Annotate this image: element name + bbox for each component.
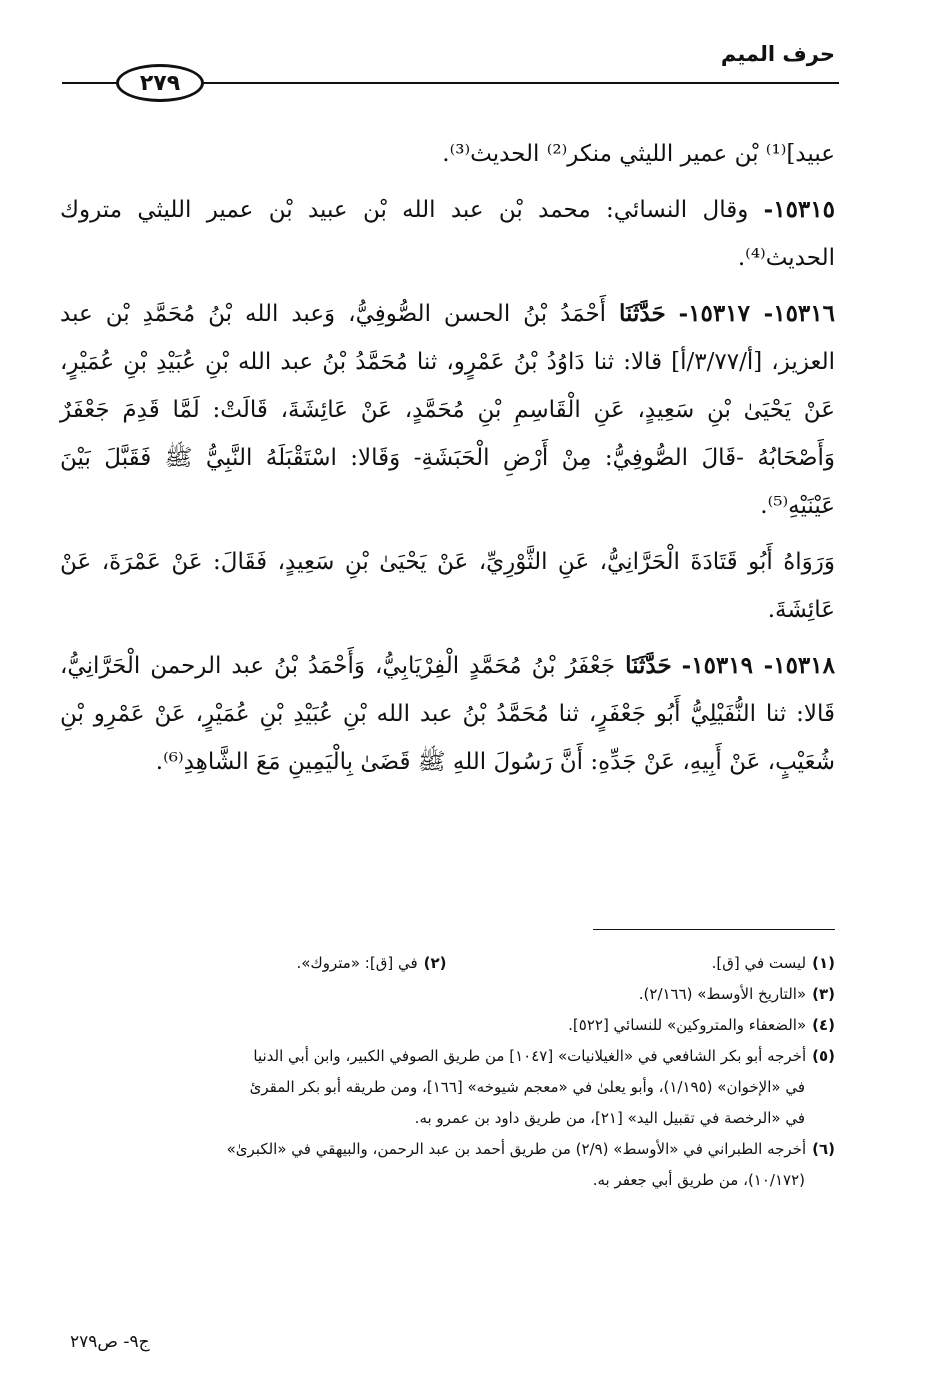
footnote-text: أخرجه أبو بكر الشافعي في «الغيلانيات» [١٠٤٧] من طريق الصوفي الكبير، وابن أبي الدنيا <box>253 1047 807 1065</box>
footnote-text: في [ق]: «متروك». <box>296 954 418 972</box>
paragraph-text: أَحْمَدُ بْنُ الحسن الصُّوفِيُّ، وَعبد الله بْنُ مُحَمَّدِ بْن عبد العزيز، [أ/٣/٧٧/أ] قالا: ثنا دَاوُدُ بْنُ عَمْرٍو، ثنا مُحَمَّدُ بْنُ عبد الله بْنِ عُبَيْدِ بْنِ عُمَيْرٍ، عَنْ يَحْيَىٰ بْنِ سَعِيدٍ، عَنِ الْقَاسِمِ بْنِ مُحَمَّدٍ، عَنْ عَائِشَةَ، قَالَتْ: لَمَّا قَدِمَ جَعْفَرٌ وَأَصْحَابُهُ -قَالَ الصُّوفِيُّ: مِنْ أَرْضِ الْحَبَشَةِ- وَقَالا: اسْتَقْبَلَهُ النَّبِيُّ ﷺ فَقَبَّلَ بَيْنَ عَيْنَيْهِ⁽⁵⁾. <box>60 301 836 519</box>
footnote-number: (٦) <box>812 1140 835 1158</box>
narration-keyword: حَدَّثَنَا <box>625 652 672 679</box>
paragraph-1 <box>60 130 835 178</box>
footnote-number: (١) <box>812 954 835 972</box>
footnote-number: (٥) <box>812 1047 835 1065</box>
paragraph-text: وَرَوَاهُ أَبُو قَتَادَةَ الْحَرَّانِيُّ، عَنِ الثَّوْرِيِّ، عَنْ يَحْيَىٰ بْنِ سَعِيدٍ، فَقَالَ: عَنْ عَمْرَةَ، عَنْ عَائِشَةَ. <box>60 549 835 623</box>
footnote-5-cont-1: في «الإخوان» (١/١٩٥)، وأبو يعلىٰ في «معجم شيوخه» [١٦٦]، ومن طريقه أبو بكر المقرئ <box>249 1078 805 1096</box>
footnote-5 <box>58 1041 835 1072</box>
footnote-4 <box>58 1010 835 1041</box>
paragraph-text: جَعْفَرُ بْنُ مُحَمَّدٍ الْفِرْيَابِيُّ، وَأَحْمَدُ بْنُ عبد الرحمن الْحَرَّانِيُّ، قَالا: ثنا النُّفَيْلِيُّ أَبُو جَعْفَرٍ، ثنا مُحَمَّدُ بْنُ عبد الله بْنِ عُبَيْدِ بْنِ عُمَيْرٍ، عَنْ عَمْرِو بْنِ شُعَيْبٍ، عَنْ أَبِيهِ، عَنْ جَدِّهِ: أَنَّ رَسُولَ اللهِ ﷺ قَضَىٰ بِالْيَمِينِ مَعَ الشَّاهِدِ⁽⁶⁾. <box>60 653 835 775</box>
footnote-text: «الضعفاء والمتروكين» للنسائي [٥٢٢]. <box>568 1016 807 1034</box>
page-number-badge: ٢٧٩ <box>116 64 204 102</box>
main-text <box>60 130 835 794</box>
narration-keyword: حَدَّثَنَا <box>619 300 666 327</box>
paragraph-15315 <box>60 186 835 282</box>
paragraph-15316 <box>60 290 835 530</box>
paragraph-text: وقال النسائي: محمد بْن عبد الله بْن عبيد بْن عمير الليثي متروك الحديث⁽⁴⁾. <box>60 197 835 271</box>
footnote-6-cont-1: (١٠/١٧٢)، من طريق أبي جعفر به. <box>592 1171 805 1189</box>
paragraph-1-text: عبيد]⁽¹⁾ بْن عمير الليثي منكر⁽²⁾ الحديث⁽³⁾. <box>442 141 835 167</box>
footnote-number: (٢) <box>423 954 447 972</box>
footnote-3 <box>58 979 835 1010</box>
hadith-number: ١٥٣١٥- <box>763 196 835 223</box>
footnote-2 <box>58 948 447 979</box>
footnote-number: (٤) <box>812 1016 835 1034</box>
footnote-5-cont-2: في «الرخصة في تقبيل اليد» [٢١]، من طريق داود بن عمرو به. <box>414 1109 805 1127</box>
footnote-text: أخرجه الطبراني في «الأوسط» (٢/٩) من طريق أحمد بن عبد الرحمن، والبيهقي في «الكبرىٰ» <box>226 1140 807 1158</box>
hadith-number: ١٥٣١٦- ١٥٣١٧- <box>678 300 835 327</box>
footnotes <box>58 948 835 1196</box>
footnote-row-1-2 <box>58 948 835 979</box>
hadith-number: ١٥٣١٨- ١٥٣١٩- <box>681 652 835 679</box>
footnote-1 <box>447 948 836 979</box>
running-header-title: حرف الميم <box>720 42 835 66</box>
paragraph-15318 <box>60 642 835 786</box>
volume-page-reference: ج٩- ص٢٧٩ <box>70 1332 150 1352</box>
footnote-6 <box>58 1134 835 1165</box>
footnote-text: «التاريخ الأوسط» (٢/١٦٦). <box>638 985 807 1003</box>
paragraph-riwayah <box>60 538 835 634</box>
footnote-text: ليست في [ق]. <box>711 954 807 972</box>
footnote-number: (٣) <box>812 985 835 1003</box>
footnote-rule <box>593 929 835 930</box>
